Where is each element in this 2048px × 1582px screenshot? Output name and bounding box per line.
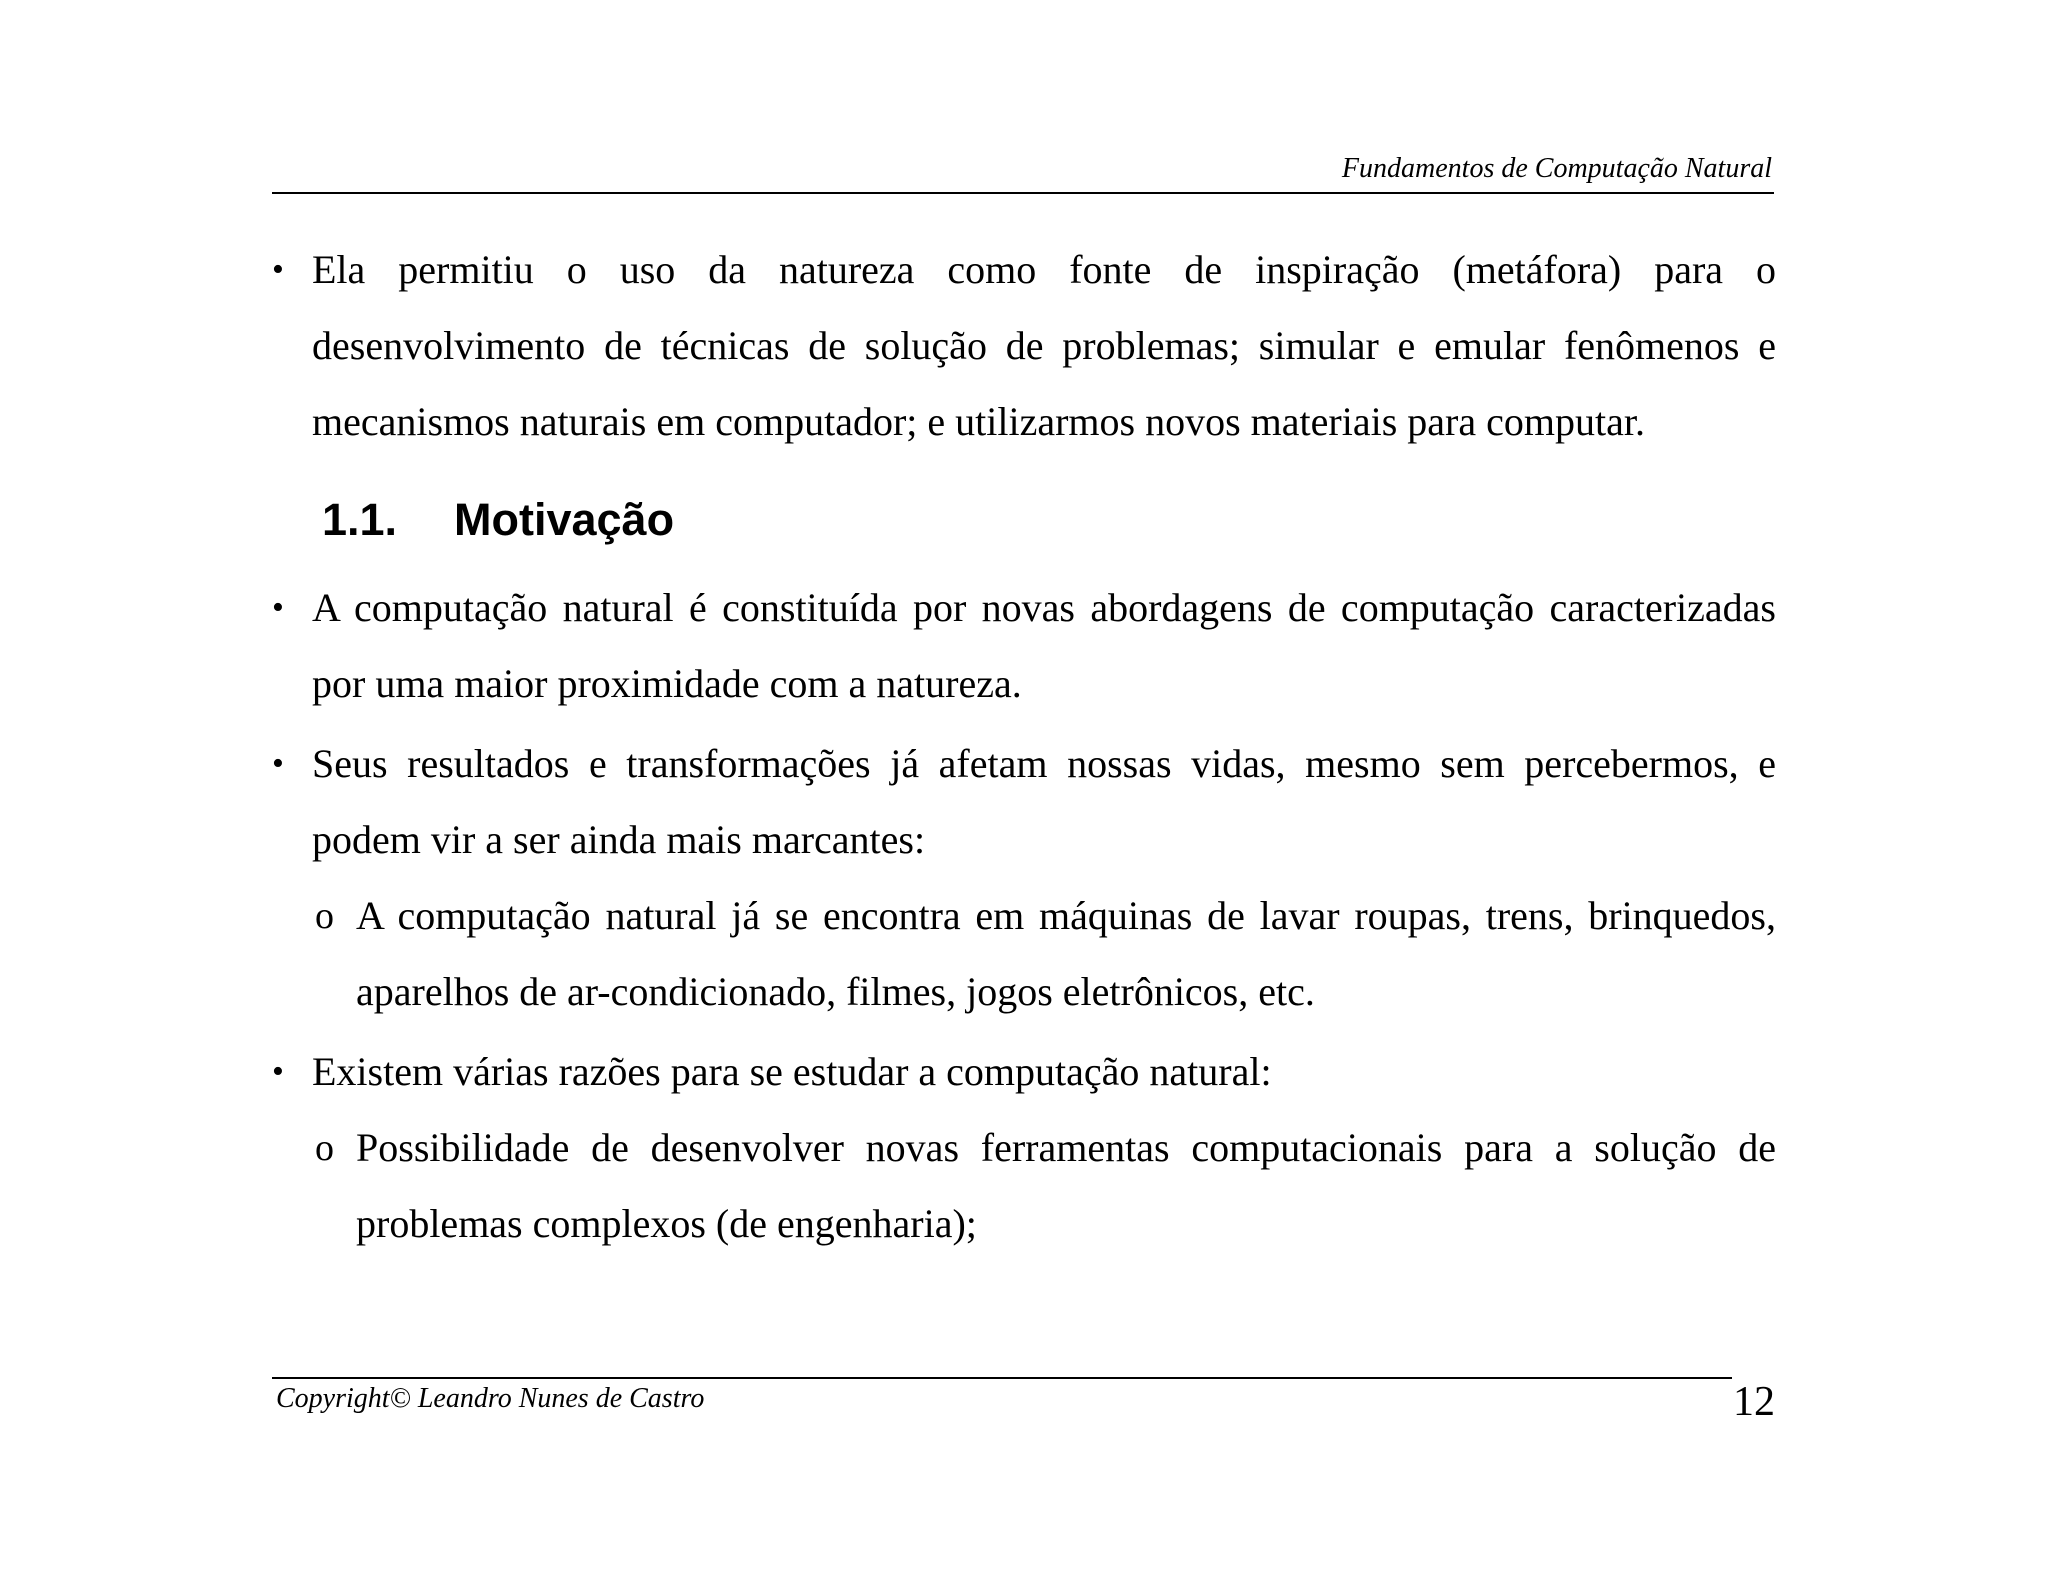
bullet-dot: • — [272, 589, 284, 626]
running-title: Fundamentos de Computação Natural — [1341, 153, 1772, 184]
bullet-dot: • — [272, 251, 284, 288]
sub-bullet-text: A computação natural já se encontra em máquinas de lavar roupas, trens, brinquedos, aparelhos de ar-condicionado, filmes, jogos eletrônicos, etc. — [356, 893, 1776, 1014]
bullet-item — [272, 1034, 1776, 1110]
sub-bullet-circle: o — [315, 895, 334, 937]
bullet-dot: • — [272, 1053, 284, 1090]
bullet-item — [272, 570, 1776, 722]
page-number: 12 — [1733, 1379, 1775, 1425]
section-heading — [272, 494, 1776, 546]
page-content — [272, 232, 1776, 1262]
section-title: Motivação — [454, 494, 675, 545]
intro-bullet — [272, 232, 1776, 460]
page-footer — [272, 1377, 1732, 1429]
section-number: 1.1. — [322, 494, 398, 545]
page-header — [272, 152, 1774, 194]
bullet-item — [272, 726, 1776, 878]
bullet-dot: • — [272, 745, 284, 782]
sub-bullet-text: Possibilidade de desenvolver novas ferramentas computacionais para a solução de problemas complexos (de engenharia); — [356, 1125, 1776, 1246]
bullet-text: Existem várias razões para se estudar a computação natural: — [312, 1049, 1272, 1094]
sub-bullet-item — [272, 1110, 1776, 1262]
sub-bullet-item — [272, 878, 1776, 1030]
bullet-text: Seus resultados e transformações já afetam nossas vidas, mesmo sem percebermos, e podem vir a ser ainda mais marcantes: — [312, 741, 1776, 862]
copyright-notice: Copyright© Leandro Nunes de Castro — [276, 1383, 705, 1414]
bullet-text: A computação natural é constituída por novas abordagens de computação caracterizadas por uma maior proximidade com a natureza. — [312, 585, 1776, 706]
sub-bullet-circle: o — [315, 1127, 334, 1169]
intro-bullet-text: Ela permitiu o uso da natureza como fonte de inspiração (metáfora) para o desenvolvimento de técnicas de solução de problemas; simular e emular fenômenos e mecanismos naturais em computador; e utilizarmos novos materiais para computar. — [312, 247, 1776, 444]
